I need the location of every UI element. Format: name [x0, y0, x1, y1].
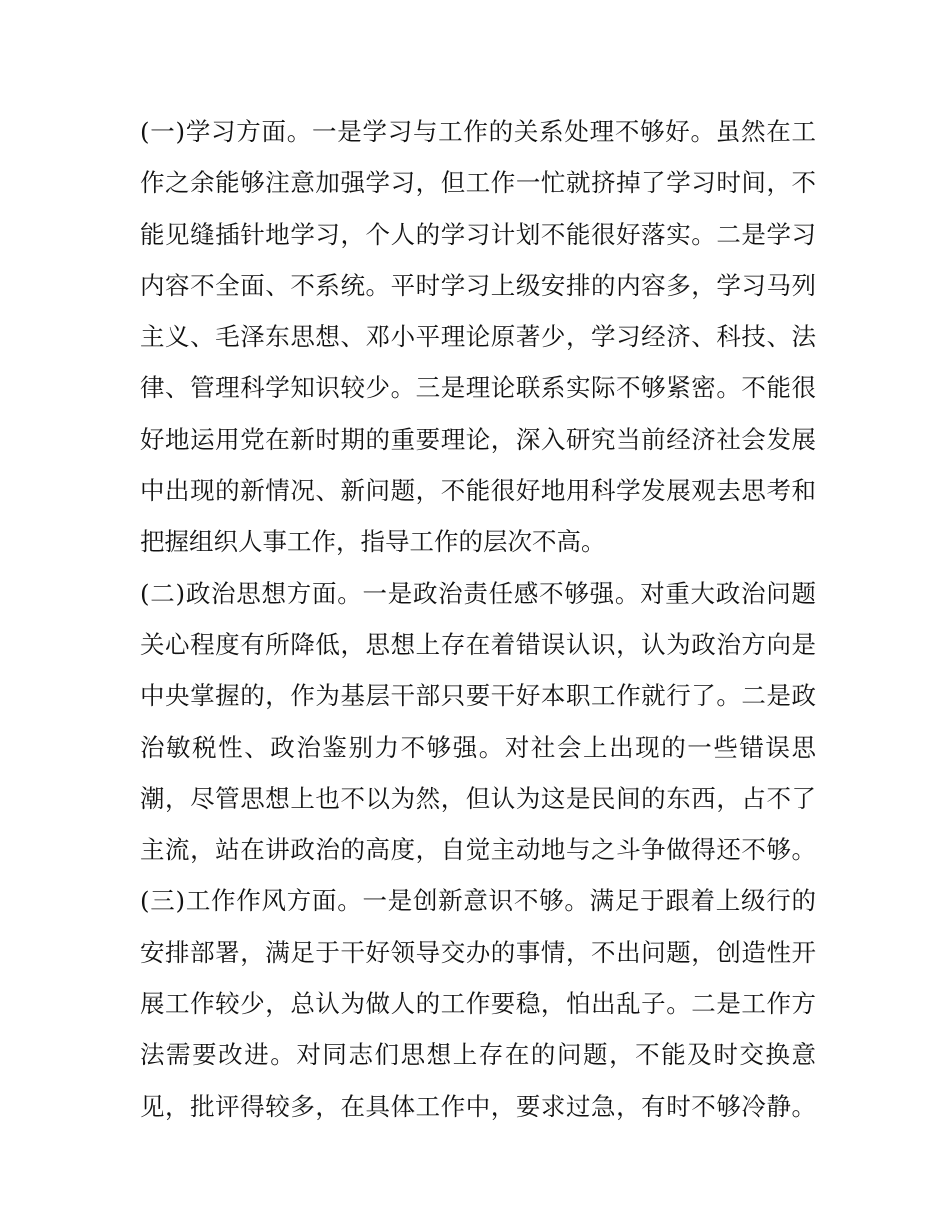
document-body	[140, 106, 816, 1132]
text-line: 内容不全面、不系统。平时学习上级安排的内容多，学习马列	[140, 270, 816, 300]
paragraph-study	[140, 106, 816, 568]
text-line: 见，批评得较多，在具体工作中，要求过急，有时不够冷静。	[140, 1091, 816, 1121]
text-line: (一)学习方面。一是学习与工作的关系处理不够好。虽然在工	[140, 117, 816, 146]
text-line: 安排部署，满足于干好领导交办的事情，不出问题，创造性开	[140, 937, 816, 967]
text-line: 把握组织人事工作，指导工作的层次不高。	[140, 527, 606, 557]
text-line: 作之余能够注意加强学习，但工作一忙就挤掉了学习时间，不	[140, 168, 816, 198]
text-line: 主流，站在讲政治的高度，自觉主动地与之斗争做得还不够。	[140, 835, 816, 865]
text-line: 中央掌握的，作为基层干部只要干好本职工作就行了。二是政	[140, 681, 816, 711]
text-line: 展工作较少，总认为做人的工作要稳，怕出乱子。二是工作方	[140, 989, 816, 1019]
text-line: (二)政治思想方面。一是政治责任感不够强。对重大政治问题	[140, 578, 816, 608]
text-line: 能见缝插针地学习，个人的学习计划不能很好落实。二是学习	[140, 219, 816, 249]
text-line: 治敏税性、政治鉴别力不够强。对社会上出现的一些错误思	[140, 732, 816, 762]
text-line: (三)工作作风方面。一是创新意识不够。满足于跟着上级行的	[140, 886, 816, 916]
paragraph-work-style	[140, 875, 816, 1131]
paragraph-political-thought	[140, 568, 816, 876]
text-line: 潮，尽管思想上也不以为然，但认为这是民间的东西，占不了	[140, 783, 816, 813]
text-line: 主义、毛泽东思想、邓小平理论原著少，学习经济、科技、法	[140, 322, 816, 352]
text-line: 好地运用党在新时期的重要理论，深入研究当前经济社会发展	[140, 424, 816, 454]
text-line: 律、管理科学知识较少。三是理论联系实际不够紧密。不能很	[140, 373, 816, 403]
text-line: 中出现的新情况、新问题，不能很好地用科学发展观去思考和	[140, 476, 816, 506]
text-line: 关心程度有所降低，思想上存在着错误认识，认为政治方向是	[140, 629, 816, 659]
text-line: 法需要改进。对同志们思想上存在的问题，不能及时交换意	[140, 1040, 816, 1070]
